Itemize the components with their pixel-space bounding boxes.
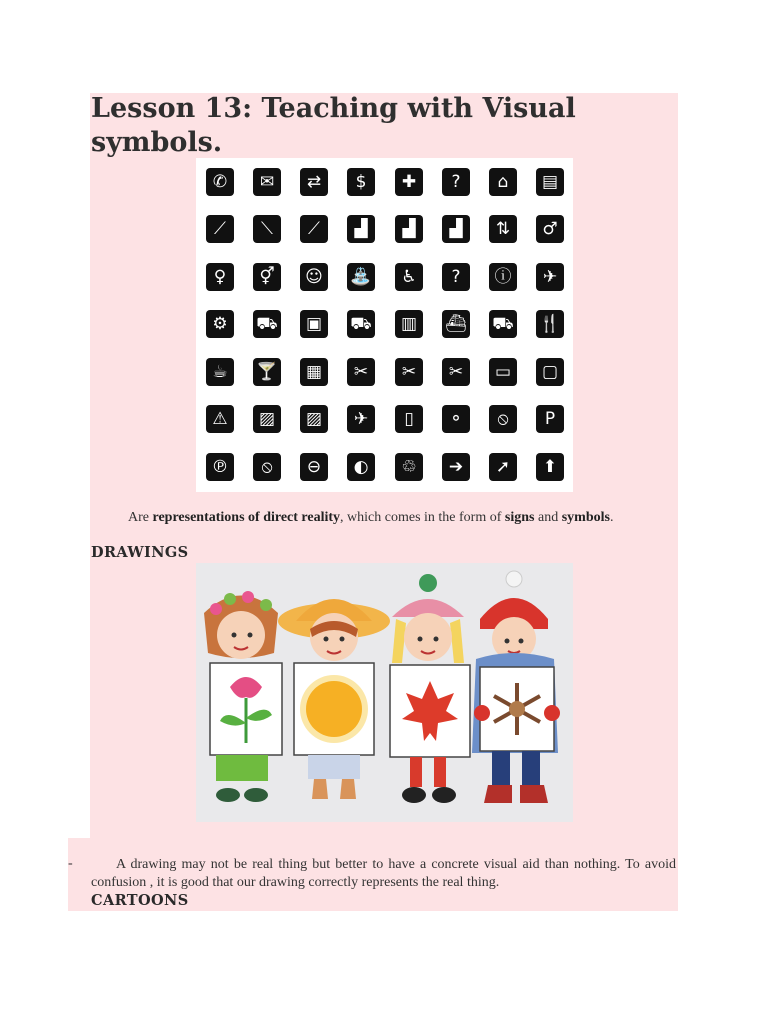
womens-toilet-icon: ♀: [206, 263, 234, 291]
child-with-maple-leaf-drawing: [390, 574, 470, 803]
intro-and: and: [534, 510, 562, 525]
bar-icon: 🍸: [253, 358, 281, 386]
section-heading-drawings: DRAWINGS: [91, 544, 189, 561]
intro-bold-representations: representations of direct reality: [152, 510, 341, 525]
barber-beauty-icon: ✂: [442, 358, 470, 386]
rail-transportation-icon: ▥: [395, 310, 423, 338]
nursery-icon: ☺: [300, 263, 328, 291]
intro-middle: , which comes in the form of: [340, 510, 505, 525]
arrow-up-icon: ⬆: [536, 453, 564, 481]
smoking-icon: ⚬: [442, 405, 470, 433]
ground-transportation-icon: ⛟: [347, 310, 375, 338]
paragraph-bullet: -: [68, 856, 73, 871]
coat-check-icon: ⌂: [489, 168, 517, 196]
lost-and-found-icon: ?: [442, 168, 470, 196]
hotel-info-icon: ⓘ: [489, 263, 517, 291]
baggage-lockers-icon: ▤: [536, 168, 564, 196]
water-transportation-icon: ⛴: [442, 310, 470, 338]
arrow-right-icon: ➔: [442, 453, 470, 481]
car-rental-icon: ⛟: [489, 310, 517, 338]
children-drawing-image: [196, 563, 573, 822]
visual-symbols-image: [196, 158, 573, 492]
intro-bold-signs: signs: [504, 510, 535, 525]
first-aid-icon: ✚: [395, 168, 423, 196]
litter-disposal-icon: ♲: [395, 453, 423, 481]
intro-bold-symbols: symbols: [561, 510, 610, 525]
ticket-purchase-icon: ▭: [489, 358, 517, 386]
escalator-down-icon: ⟍: [253, 215, 281, 243]
barber-icon: ✂: [347, 358, 375, 386]
restaurant-icon: 🍴: [536, 310, 564, 338]
coffee-shop-icon: ☕: [206, 358, 234, 386]
parking-icon: P: [536, 405, 564, 433]
departing-flights-icon: ✈: [347, 405, 375, 433]
bus-icon: ▣: [300, 310, 328, 338]
no-smoking-icon: ⦸: [489, 405, 517, 433]
intro-paragraph: [128, 510, 668, 526]
stairs-icon: ▟: [347, 215, 375, 243]
shops-icon: ▦: [300, 358, 328, 386]
heliport-icon: ⚙: [206, 310, 234, 338]
escalator-icon: ⟋: [206, 215, 234, 243]
elevator-icon: ⇅: [489, 215, 517, 243]
drawing-paragraph: A drawing may not be real thing but better to have a concrete visual aid than nothing. To avoid confusion , it is good that our drawing correctly represents the real thing.: [91, 857, 676, 890]
information-icon: ?: [442, 263, 470, 291]
no-parking-icon: ℗: [206, 453, 234, 481]
waiting-room-icon: ♿: [395, 263, 423, 291]
telephone-icon: ✆: [206, 168, 234, 196]
child-with-snowflake-drawing: [472, 571, 560, 803]
baggage-check-in-icon: ▢: [536, 358, 564, 386]
intro-prefix: Are: [128, 510, 153, 525]
currency-exchange-icon: ⇄: [300, 168, 328, 196]
child-with-flower-drawing: [204, 591, 282, 802]
stairs-down-icon: ▟: [395, 215, 423, 243]
beauty-salon-icon: ✂: [395, 358, 423, 386]
customs-icon: ▨: [253, 405, 281, 433]
immigration-icon: ▨: [300, 405, 328, 433]
page-title: Lesson 13: Teaching with Visual symbols.: [91, 93, 576, 158]
mail-icon: ✉: [253, 168, 281, 196]
toilets-icon: ⚥: [253, 263, 281, 291]
escalator-up-icon: ⟋: [300, 215, 328, 243]
no-dogs-icon: ⦸: [253, 453, 281, 481]
child-with-sun-drawing: [278, 599, 390, 799]
drinking-fountain-icon: ⛲: [347, 263, 375, 291]
no-entry-icon: ⊖: [300, 453, 328, 481]
taxi-icon: ⛟: [253, 310, 281, 338]
arrow-up-right-icon: ➚: [489, 453, 517, 481]
fire-extinguisher-icon: ⚠: [206, 405, 234, 433]
stairs-up-icon: ▟: [442, 215, 470, 243]
air-transportation-icon: ✈: [536, 263, 564, 291]
section-heading-cartoons: CARTOONS: [91, 892, 189, 909]
intro-suffix: .: [609, 510, 614, 525]
mens-toilet-icon: ♂: [536, 215, 564, 243]
baggage-claim-icon: ▯: [395, 405, 423, 433]
dollar-icon: $: [347, 168, 375, 196]
exit-icon: ◐: [347, 453, 375, 481]
